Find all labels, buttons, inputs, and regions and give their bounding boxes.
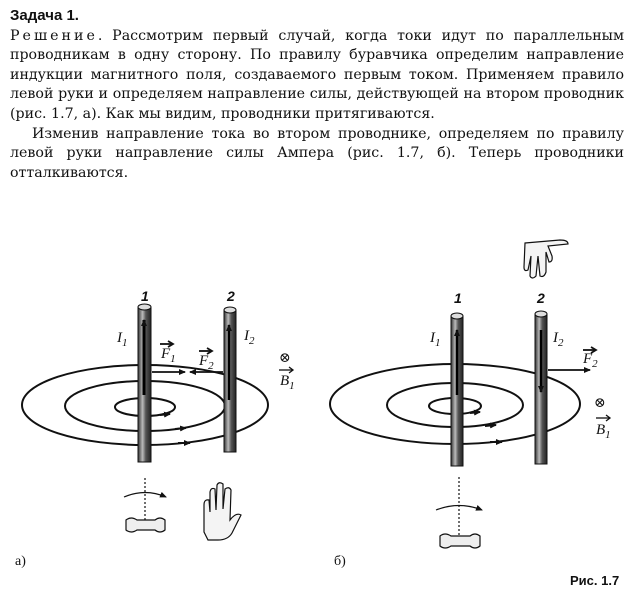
current-1-label-b: $I_1$ xyxy=(430,330,441,349)
field-label-a: $B_1$ xyxy=(280,373,295,392)
left-hand-icon-a xyxy=(204,483,241,540)
field-label-b: $B_1$ xyxy=(596,422,611,441)
panel-b xyxy=(330,240,611,569)
wire-2-b xyxy=(535,311,547,464)
paragraph-1-text: . Рассмотрим первый случай, когда токи идут по параллельным проводникам в одну сторону. По правилу буравчика определим направление индукции магнитного поля, создаваемого первым током. Применяем правило левой руки и определяем направление силы, действующей на втором проводник (рис. 1.7, а). Как мы видим, проводники притягиваются. xyxy=(10,27,624,122)
force-2-label-a: $F_2$ xyxy=(199,353,214,372)
wire-2-a xyxy=(224,307,236,452)
panel-b-label: б) xyxy=(334,554,346,569)
field-arrows-a xyxy=(160,414,190,443)
wire-1-number-b: 1 xyxy=(454,290,462,306)
left-hand-icon-b xyxy=(524,240,568,278)
force-1-label-a: $F_1$ xyxy=(161,346,176,365)
gimlet-icon-b xyxy=(436,477,482,548)
field-symbol-b: ⊗ xyxy=(594,396,606,411)
wire-1-number-a: 1 xyxy=(141,288,149,304)
wire-1-a xyxy=(138,304,151,462)
current-2-label-a: $I_2$ xyxy=(244,328,255,347)
wire-2-number-a: 2 xyxy=(227,288,235,304)
task-title: Задача 1. xyxy=(10,7,79,24)
figure-caption: Рис. 1.7 xyxy=(570,573,620,588)
wire-2-number-b: 2 xyxy=(537,290,545,306)
current-1-label-a: $I_1$ xyxy=(117,330,128,349)
paragraph-2: Изменив направление тока во втором проводнике, определяем по правилу левой руки направление силы Ампера (рис. 1.7, б). Теперь проводники отталкиваются. xyxy=(10,125,624,181)
solution-word: Решение xyxy=(10,27,98,44)
gimlet-icon-a xyxy=(124,478,166,532)
current-2-label-b: $I_2$ xyxy=(553,330,564,349)
panel-a xyxy=(15,288,295,569)
wire-1-b xyxy=(451,313,463,466)
force-2-label-b: $F_2$ xyxy=(583,351,598,370)
field-symbol-a: ⊗ xyxy=(279,351,291,366)
panel-a-label: а) xyxy=(15,554,26,569)
